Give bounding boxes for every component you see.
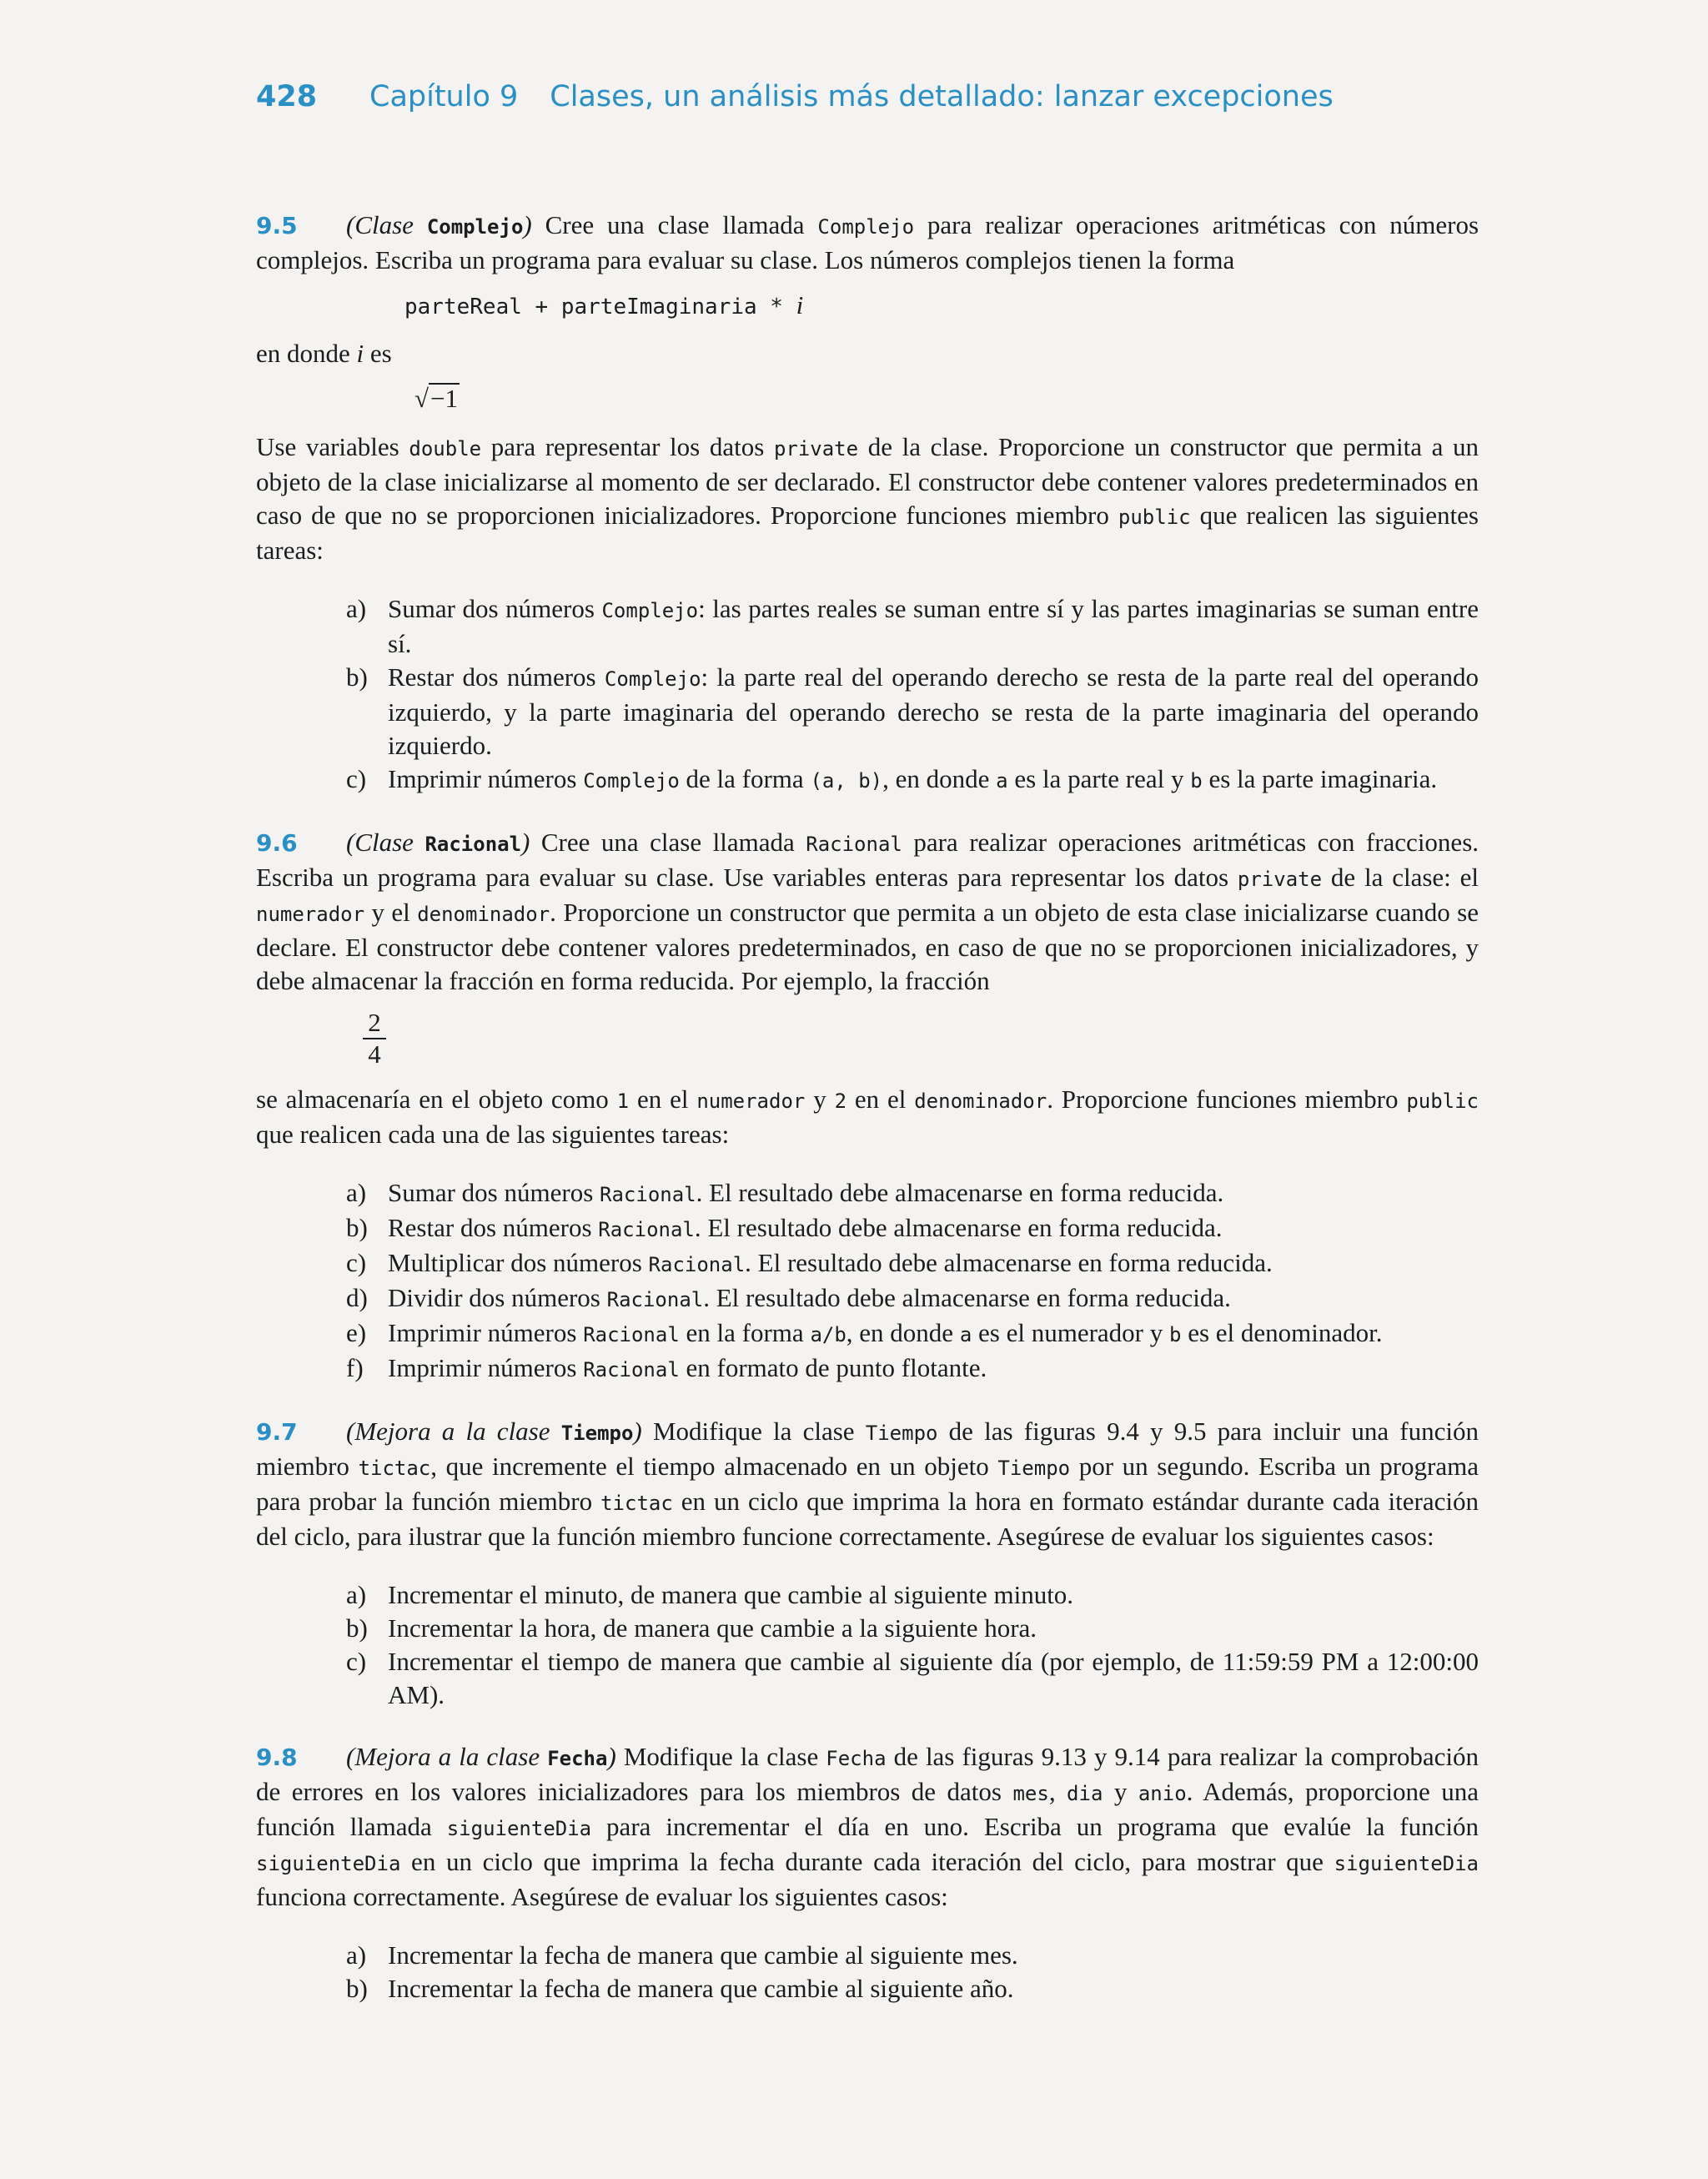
exercise-9-8 [256, 1740, 1479, 2005]
complex-form-formula: parteReal + parteImaginaria * i [404, 290, 804, 320]
paragraph: en donde i es [256, 339, 392, 368]
list-item: e) Imprimir números Racional en la forma a/b, en donde a es el numerador y b es el denominador. [346, 1318, 1383, 1347]
fraction-numerator: 2 [363, 1008, 386, 1039]
exercise-9-7 [256, 1415, 1479, 1712]
list-item: b) Incrementar la hora, de manera que cambie a la siguiente hora. [346, 1613, 1037, 1643]
exercise-title: (Mejora a la clase Fecha) [346, 1742, 616, 1771]
exercise-9-5 [256, 209, 1479, 798]
paragraph: Use variables double para representar los datos private de la clase. Proporcione un constructor que permita a un objeto de la clase inicializarse al momento de ser declarado. El constructor debe contener valores predeterminados en caso de que no se proporcionen inicializadores. Proporcione funciones miembro public que realicen las siguientes tareas: [256, 432, 1479, 565]
exercise-number: 9.5 [256, 212, 298, 239]
list-item: f) Imprimir números Racional en formato de punto flotante. [346, 1353, 987, 1382]
paragraph: se almacenaría en el objeto como 1 en el numerador y 2 en el denominador. Proporcione funciones miembro public que realicen cada una de las siguientes tareas: [256, 1084, 1479, 1149]
exercise-number: 9.7 [256, 1418, 298, 1446]
page-body [256, 209, 1479, 2005]
exercise-title: (Mejora a la clase Tiempo) [346, 1417, 642, 1446]
chapter-title: Clases, un análisis más detallado: lanzar excepciones [550, 80, 1334, 113]
list-item: b) Restar dos números Complejo: la parte real del operando derecho se resta de la parte real del operando izquierdo, y la parte imaginaria del operando derecho se resta de la parte imaginaria del operando izquierdo. [346, 662, 1479, 760]
list-item: c) Incrementar el tiempo de manera que cambie al siguiente día (por ejemplo, de 11:59:59 PM a 12:00:00 AM). [346, 1647, 1479, 1709]
chapter-label: Capítulo 9 [369, 80, 519, 113]
exercise-intro: 9.7 (Mejora a la clase Tiempo) Modifique la clase Tiempo de las figuras 9.4 y 9.5 para incluir una función miembro tictac, que incremente el tiempo almacenado en un objeto Tiempo por un segundo. Escriba un programa para probar la función miembro tictac en un ciclo que imprima la hora en formato estándar durante cada iteración del ciclo, para ilustrar que la función miembro funcione correctamente. Asegúrese de evaluar los siguientes casos: [256, 1417, 1479, 1551]
exercise-number: 9.6 [256, 829, 298, 857]
list-item: a) Incrementar el minuto, de manera que cambie al siguiente minuto. [346, 1580, 1074, 1609]
running-header [256, 80, 1334, 113]
exercise-title: (Clase Complejo) [346, 210, 532, 239]
list-item: a) Sumar dos números Complejo: las partes reales se suman entre sí y las partes imaginarias se suman entre sí. [346, 594, 1479, 658]
square-root-formula: √−1 [414, 384, 458, 413]
list-item: a) Sumar dos números Racional. El resultado debe almacenarse en forma reducida. [346, 1178, 1224, 1207]
exercise-intro: 9.6 (Clase Racional) Cree una clase llamada Racional para realizar operaciones aritméticas con fracciones. Escriba un programa para evaluar su clase. Use variables enteras para representar los datos private de la clase: el numerador y el denominador. Proporcione un constructor que permita a un objeto de esta clase inicializarse cuando se declare. El constructor debe contener valores predeterminados, en caso de que no se proporcionen inicializadores, y debe almacenar la fracción en forma reducida. Por ejemplo, la fracción [256, 828, 1479, 995]
list-item: c) Multiplicar dos números Racional. El resultado debe almacenarse en forma reducida. [346, 1248, 1273, 1277]
page-number: 428 [256, 80, 318, 113]
list-item: c) Imprimir números Complejo de la forma (a, b), en donde a es la parte real y b es la parte imaginaria. [346, 764, 1438, 793]
list-item: b) Restar dos números Racional. El resultado debe almacenarse en forma reducida. [346, 1213, 1223, 1242]
exercise-intro: 9.8 (Mejora a la clase Fecha) Modifique la clase Fecha de las figuras 9.13 y 9.14 para realizar la comprobación de errores en los valores inicializadores para los miembros de datos mes, dia y anio. Además, proporcione una función llamada siguienteDia para incrementar el día en uno. Escriba un programa que evalúe la función siguienteDia en un ciclo que imprima la fecha durante cada iteración del ciclo, para mostrar que siguienteDia funciona correctamente. Asegúrese de evaluar los siguientes casos: [256, 1742, 1479, 1911]
exercise-9-6 [256, 826, 1479, 1386]
list-item: b) Incrementar la fecha de manera que cambie al siguiente año. [346, 1974, 1014, 2003]
task-list [256, 1176, 1479, 1386]
list-item: d) Dividir dos números Racional. El resultado debe almacenarse en forma reducida. [346, 1283, 1231, 1312]
task-list [256, 1578, 1479, 1712]
exercise-title: (Clase Racional) [346, 828, 530, 857]
fraction-denominator: 4 [368, 1039, 381, 1069]
task-list [256, 592, 1479, 798]
task-list [256, 1939, 1479, 2005]
list-item: a) Incrementar la fecha de manera que cambie al siguiente mes. [346, 1940, 1018, 1970]
fraction-example [363, 1008, 386, 1069]
exercise-number: 9.8 [256, 1744, 298, 1771]
exercise-intro: 9.5 (Clase Complejo) Cree una clase llamada Complejo para realizar operaciones aritméticas con números complejos. Escriba un programa para evaluar su clase. Los números complejos tienen la forma [256, 210, 1479, 274]
